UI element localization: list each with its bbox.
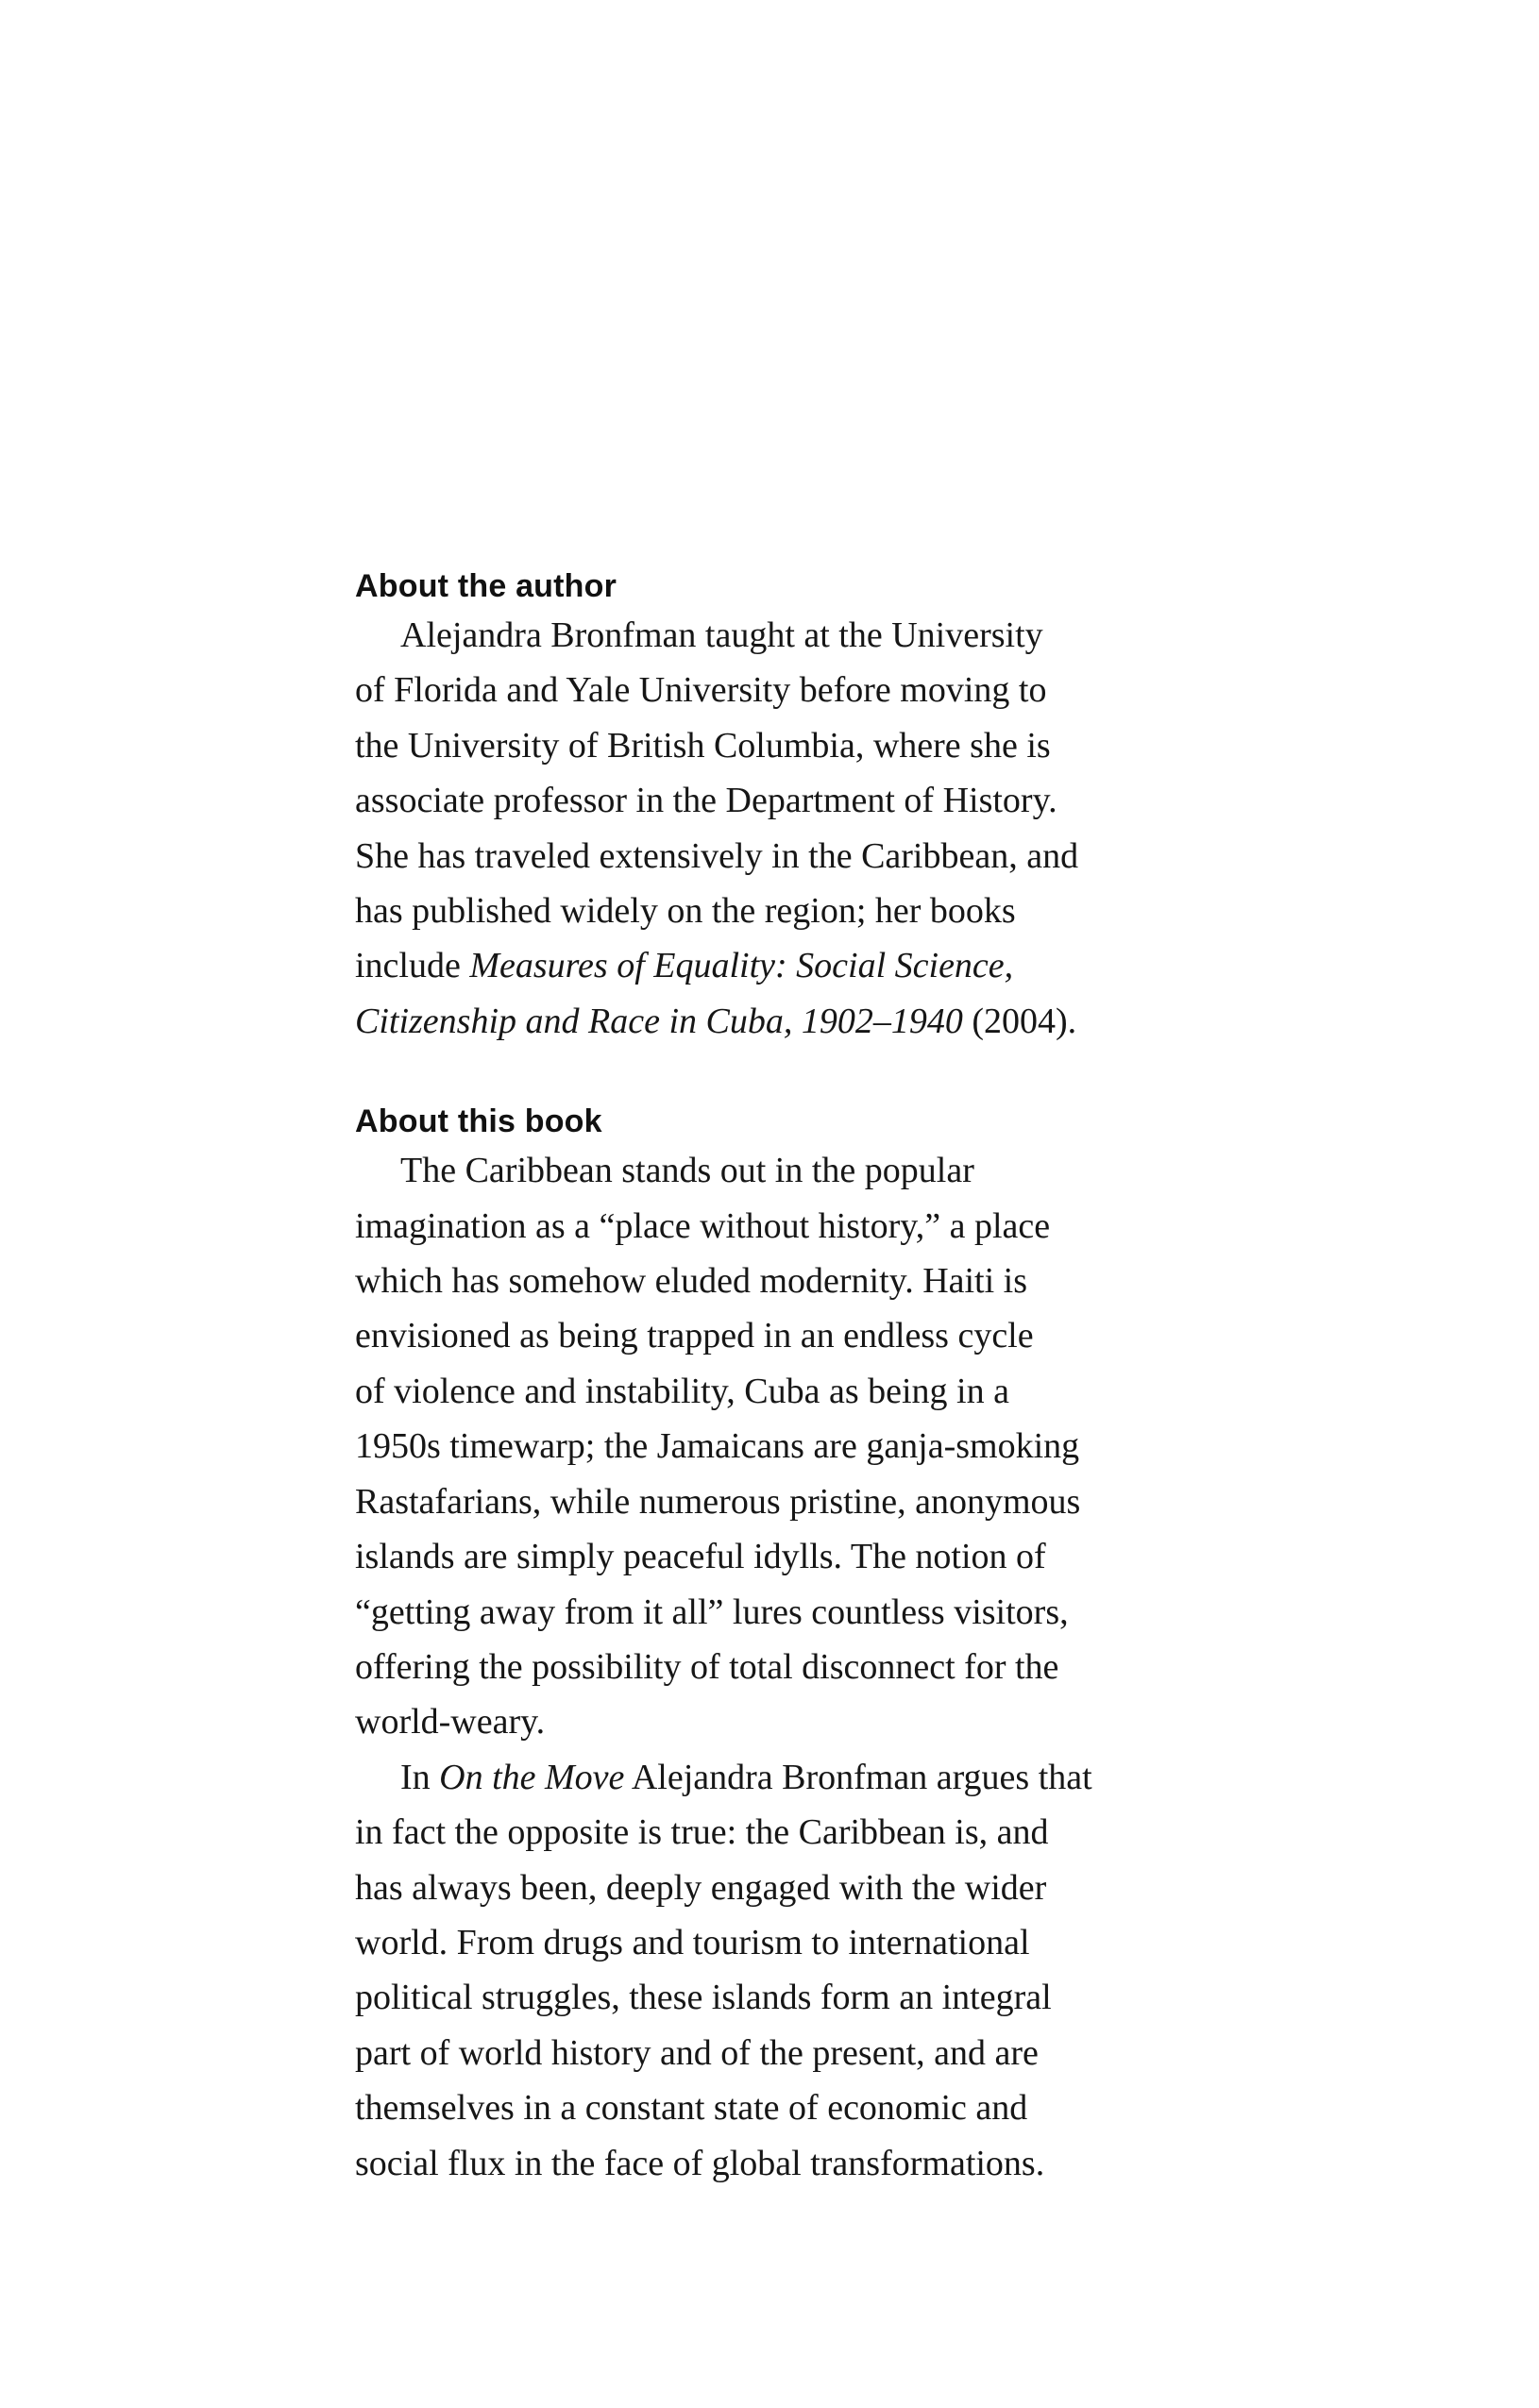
book-title: On the Move	[439, 1757, 625, 1797]
desc-line: of violence and instability, Cuba as being in a	[355, 1371, 1009, 1411]
book-title-part1: Measures of Equality: Social Science,	[469, 946, 1014, 986]
bio-line: associate professor in the Department of History.	[355, 781, 1057, 821]
desc-line: world-weary.	[355, 1702, 546, 1743]
about-author-heading: About the author	[355, 568, 617, 604]
desc-line: imagination as a “place without history,” a place	[355, 1205, 1051, 1246]
book-description-paragraph-1	[355, 1143, 1205, 1749]
desc-line: in fact the opposite is true: the Caribbean is, and	[355, 1812, 1049, 1853]
bio-line: She has traveled extensively in the Caribbean, and	[355, 835, 1079, 876]
desc-line: which has somehow eluded modernity. Haiti is	[355, 1261, 1028, 1302]
author-bio-paragraph	[355, 608, 1205, 1049]
text-block	[355, 564, 1205, 2191]
desc-line: social flux in the face of global transformations.	[355, 2143, 1045, 2183]
desc-line: part of world history and of the present, and are	[355, 2032, 1039, 2073]
desc-line	[355, 1750, 1205, 1805]
para2-prefix: In	[400, 1757, 440, 1797]
desc-line: Rastafarians, while numerous pristine, anonymous	[355, 1481, 1081, 1522]
bio-line	[355, 994, 1205, 1049]
desc-line: political struggles, these islands form an integral	[355, 1978, 1052, 2018]
bio-line: has published widely on the region; her books	[355, 891, 1016, 932]
desc-line: “getting away from it all” lures countless visitors,	[355, 1591, 1069, 1632]
desc-line: islands are simply peaceful idylls. The notion of	[355, 1537, 1046, 1577]
bio-line	[355, 938, 1205, 993]
section-spacer	[355, 1049, 1205, 1100]
bio-line-prefix: include	[355, 946, 470, 986]
bio-line: the University of British Columbia, where she is	[355, 725, 1051, 766]
book-title-part2: Citizenship and Race in Cuba, 1902–1940	[355, 1001, 963, 1041]
desc-line: themselves in a constant state of economic and	[355, 2088, 1028, 2129]
desc-line: The Caribbean stands out in the popular	[400, 1151, 974, 1191]
about-book-heading: About this book	[355, 1103, 602, 1140]
bio-line: of Florida and Yale University before moving to	[355, 670, 1047, 711]
desc-line: envisioned as being trapped in an endless cycle	[355, 1316, 1034, 1356]
desc-line: world. From drugs and tourism to international	[355, 1922, 1030, 1962]
desc-line: offering the possibility of total disconnect for the	[355, 1646, 1059, 1687]
para2-first-rest: Alejandra Bronfman argues that	[624, 1757, 1092, 1797]
desc-line: 1950s timewarp; the Jamaicans are ganja-smoking	[355, 1426, 1080, 1467]
desc-line: has always been, deeply engaged with the wider	[355, 1867, 1047, 1908]
book-year: (2004).	[962, 1001, 1077, 1041]
book-description-paragraph-2	[355, 1750, 1205, 2191]
bio-line: Alejandra Bronfman taught at the University	[400, 615, 1043, 655]
